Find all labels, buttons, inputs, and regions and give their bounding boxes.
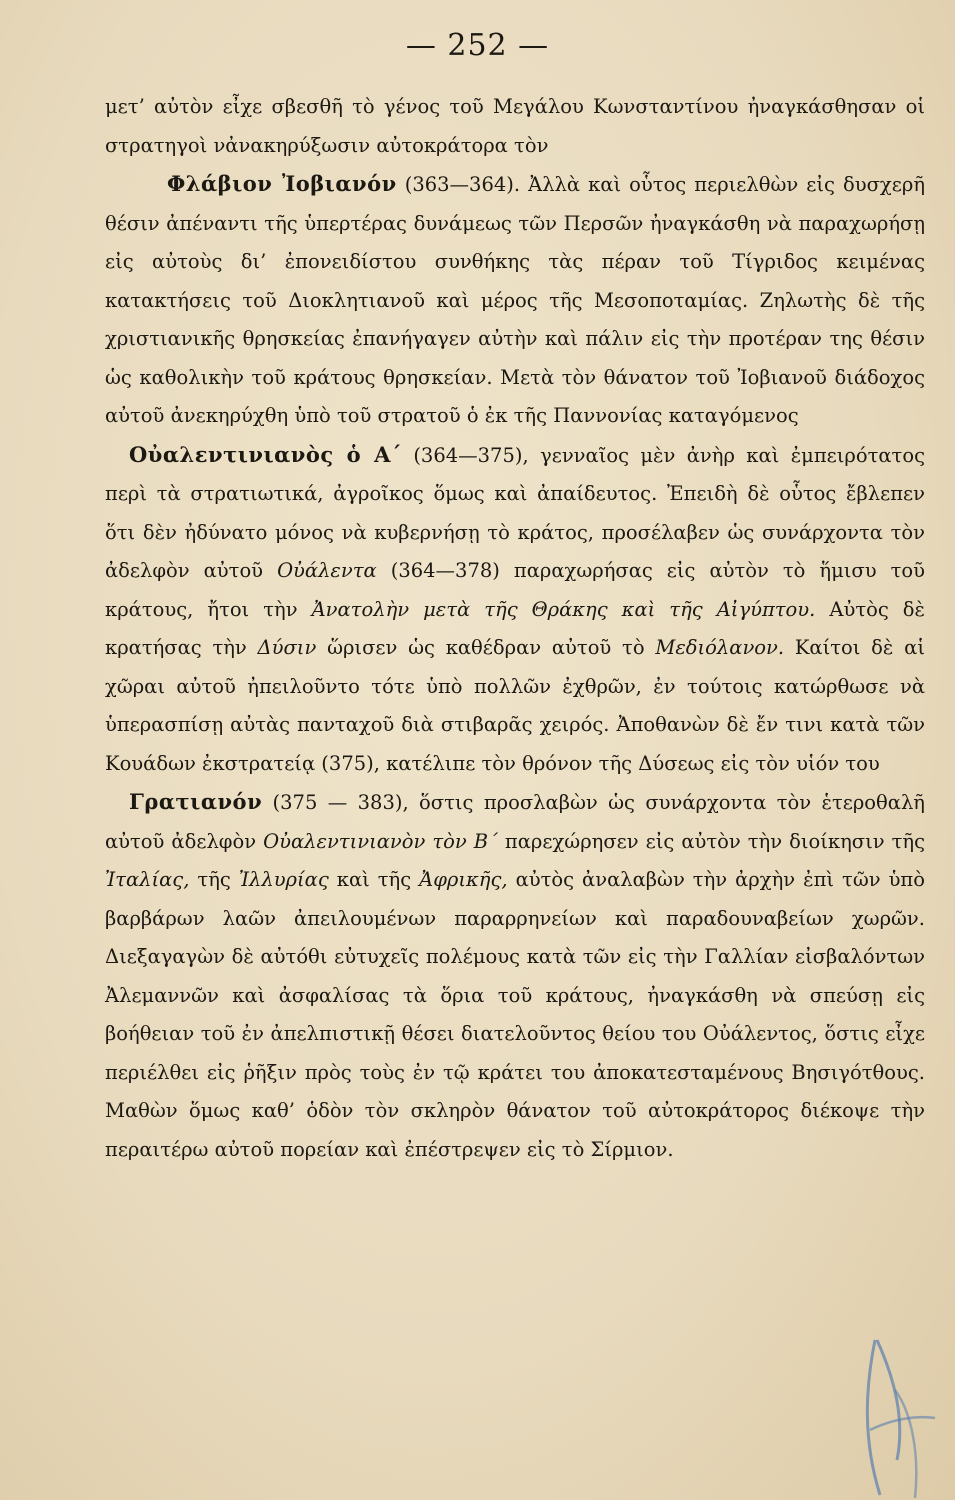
italic-word: Δύσιν [257,636,317,659]
page-number: — 252 — [405,28,550,63]
text-run: καὶ τῆς [336,868,412,891]
paragraph-2 [105,436,925,784]
italic-word: Ἰταλίας, [105,868,190,891]
text-run: αὐτὸς ἀναλαβὼν τὴν ἀρχὴν ἐπὶ τῶν ὑπὸ βαρβάρων λαῶν ἀπειλουμένων παραρρηνείων καὶ παραδουναβείων χωρῶν. Διεξαγαγὼν δὲ αὐτόθι εὐτυχεῖς πολέμους κατὰ τῶν εἰς τὴν Γαλλίαν εἰσβαλόντων Ἀλεμαννῶν καὶ ἀσφαλίσας τὰ ὅρια τοῦ κράτους, ἠναγκάσθη νὰ σπεύσῃ εἰς βοήθειαν τοῦ ἐν ἀπελπιστικῇ θέσει διατελοῦντος θείου του Οὐάλεντος, ὅστις εἶχε περιέλθει εἰς ῥῆξιν πρὸς τοὺς ἐν τῷ κράτει του ἀποκατεσταμένους Βησιγότθους. Μαθὼν ὅμως καθ’ ὁδὸν τὸν σκληρὸν θάνατον τοῦ αὐτοκράτορος διέκοψε τὴν περαιτέρω αὐτοῦ πορείαν καὶ ἐπέστρεψεν εἰς τὸ Σίρμιον. [105,868,925,1161]
emperor-name-jovian: Φλάβιον Ἰοβιανόν [167,171,397,196]
text-run: (375 — 383), ὅστις προσλαβὼν ὡς συνάρχοντα τὸν ἑτεροθαλῆ αὐτοῦ ἀδελφὸν [105,791,925,853]
italic-word: Ἀφρικῆς, [419,868,508,891]
text-run: Αὐτὸς δὲ κρατήσας τὴν [105,597,926,659]
paragraph-3 [105,783,925,1169]
emperor-name-gratian: Γρατιανόν [129,789,263,814]
text-run: (363—364). Ἀλλὰ καὶ οὗτος περιελθὼν εἰς δυσχερῆ θέσιν ἀπέναντι τῆς ὑπερτέρας δυνάμεως τῶν Περσῶν ἠναγκάσθη νὰ παραχωρήσῃ εἰς αὐτοὺς δι’ ἐπονειδίστου συνθήκης τὰς πέραν τοῦ Τίγριδος κειμένας κατακτήσεις τοῦ Διοκλητιανοῦ καὶ μέρος τῆς Μεσοποταμίας. Ζηλωτὴς δὲ τῆς χριστιανικῆς θρησκείας ἐπανήγαγεν αὐτὴν καὶ πάλιν εἰς τὴν προτέραν της θέσιν ὡς καθολικὴν τοῦ κράτους θρησκείαν. Μετὰ τὸν θάνατον τοῦ Ἰοβιανοῦ διάδοχος αὐτοῦ ἀνεκηρύχθη ὑπὸ τοῦ στρατοῦ ὁ ἐκ τῆς Παννονίας καταγόμενος [105,173,925,427]
text-run: (364—378) παραχωρήσας εἰς αὐτὸν τὸ ἥμισυ τοῦ κράτους, ἤτοι τὴν [105,559,925,621]
italic-phrase: Ἀνατολὴν μετὰ τῆς Θράκης καὶ τῆς Αἰγύπτου. [311,597,816,621]
emperor-name-valentinian: Οὐαλεντινιανὸς ὁ Α΄ [129,441,402,467]
text-run: παρεχώρησεν εἰς αὐτὸν τὴν διοίκησιν τῆς [504,829,926,853]
italic-word: Μεδιόλανον. [655,636,785,659]
text-run: μετ’ αὐτὸν εἶχε σβεσθῆ τὸ γένος τοῦ Μεγάλου Κωνσταντίνου ἠναγκάσθησαν οἱ στρατηγοὶ νἀνακηρύξωσιν αὐτοκράτορα τὸν [105,95,925,157]
text-run: τῆς [197,868,231,891]
italic-name: Οὐάλεντα [277,559,377,582]
body-text [105,88,925,1169]
pencil-mark-drawing [835,1300,945,1500]
text-run: Καίτοι δὲ αἱ χῶραι αὐτοῦ ἠπειλοῦντο τότε ὑπὸ πολλῶν ἐχθρῶν, ἐν τούτοις κατώρθωσε νὰ ὑπερασπίσῃ αὐτὰς πανταχοῦ διὰ στιβαρᾶς χειρός. Ἀποθανὼν δὲ ἔν τινι κατὰ τῶν Κουάδων ἐκστρατείᾳ (375), κατέλιπε τὸν θρόνον τῆς Δύσεως εἰς τὸν υἱόν του [105,636,925,775]
paragraph-1 [105,88,925,436]
italic-name: Οὐαλεντινιανὸν τὸν Β΄ [263,829,498,853]
text-run: (364—375), γενναῖος μὲν ἀνὴρ καὶ ἐμπειρότατος περὶ τὰ στρατιωτικά, ἀγροῖκος ὅμως καὶ ἀπαίδευτος. Ἐπειδὴ δὲ οὗτος ἔβλεπεν ὅτι δὲν ἠδύνατο μόνος νὰ κυβερνήσῃ τὸ κράτος, προσέλαβεν ὡς συνάρχοντα τὸν ἀδελφὸν αὐτοῦ [105,443,926,582]
text-run: ὥρισεν ὡς καθέδραν αὐτοῦ τὸ [327,636,645,659]
italic-word: Ἰλλυρίας [238,868,329,891]
